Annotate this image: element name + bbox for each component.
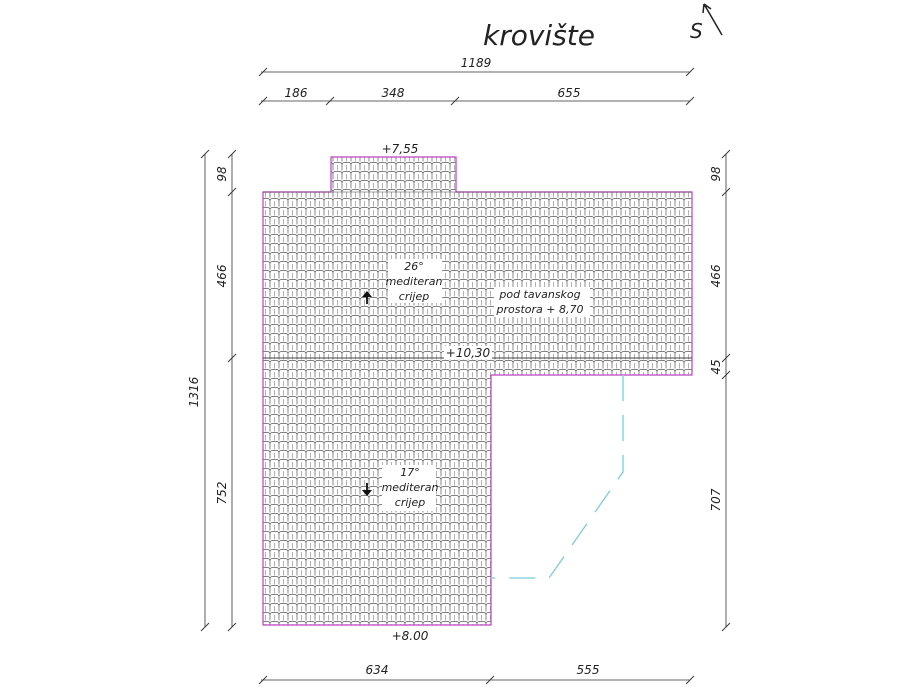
- attic-note-1: pod tavanskog: [499, 288, 581, 301]
- upper-roof-material-1: mediteran: [385, 275, 443, 288]
- dimension-top-total: [259, 56, 694, 76]
- compass-label: S: [690, 19, 703, 43]
- lower-roof-material-2: crijep: [394, 496, 426, 509]
- svg-text:655: 655: [557, 86, 581, 100]
- dormer-level: +7,55: [381, 142, 419, 156]
- building-footprint-dashed: [491, 375, 623, 578]
- svg-text:555: 555: [576, 663, 600, 677]
- svg-text:1189: 1189: [460, 56, 492, 70]
- dimension-left-parts: [215, 150, 236, 631]
- svg-text:752: 752: [215, 481, 229, 505]
- svg-text:466: 466: [709, 264, 723, 288]
- roof-tiles: [260, 150, 700, 630]
- drawing-title: krovište: [483, 19, 595, 52]
- upper-roof-material-2: crijep: [398, 290, 430, 303]
- dimension-left-total: [187, 150, 209, 631]
- dimension-right-parts: [709, 150, 730, 631]
- lower-roof-pitch: 17°: [400, 466, 420, 479]
- attic-note-2: prostora + 8,70: [496, 303, 584, 316]
- svg-text:186: 186: [284, 86, 308, 100]
- svg-text:45: 45: [709, 359, 723, 375]
- eave-level: +8.00: [391, 629, 429, 643]
- svg-text:98: 98: [709, 166, 723, 182]
- svg-text:634: 634: [365, 663, 389, 677]
- lower-roof-material-1: mediteran: [381, 481, 439, 494]
- svg-text:98: 98: [215, 166, 229, 182]
- north-arrow-icon: [690, 4, 722, 43]
- dimension-top-parts: [259, 86, 694, 105]
- upper-roof-pitch: 26°: [404, 260, 424, 273]
- svg-text:1316: 1316: [187, 376, 201, 408]
- dimension-bottom-parts: [259, 663, 694, 684]
- svg-text:466: 466: [215, 264, 229, 288]
- svg-text:348: 348: [381, 86, 405, 100]
- svg-text:707: 707: [709, 488, 723, 512]
- ridge-level: +10,30: [445, 346, 491, 360]
